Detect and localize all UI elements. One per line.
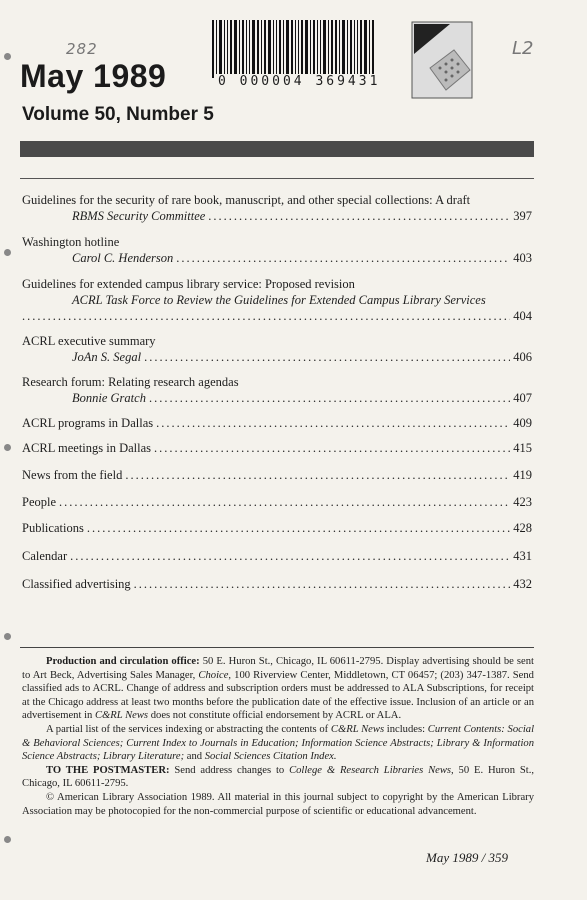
header-rule-bar bbox=[20, 141, 534, 157]
barcode-bar bbox=[212, 20, 214, 78]
barcode-bar bbox=[364, 20, 367, 78]
toc-entry-author: ACRL Task Force to Review the Guidelines for Extended Campus Library Services bbox=[72, 293, 486, 307]
punch-hole bbox=[4, 249, 11, 256]
copyright-paragraph: © American Library Association 1989. All material in this journal subject to copyright by the American Library Association may be photocopied for the non-commercial purpose of scientific or educational advancement. bbox=[22, 791, 534, 817]
barcode-bar bbox=[342, 20, 345, 78]
barcode-bar bbox=[257, 20, 259, 78]
barcode-bar bbox=[357, 20, 358, 78]
production-label: Production and circulation office: bbox=[46, 656, 200, 667]
toc-entry-page: 403 bbox=[513, 251, 532, 265]
toc-entry bbox=[22, 467, 532, 483]
barcode-bar bbox=[320, 20, 321, 78]
choice-name: Choice, bbox=[198, 669, 232, 681]
toc-entry-author: Bonnie Gratch bbox=[72, 391, 146, 405]
barcode-bar bbox=[331, 20, 333, 78]
crl-news-name: C&RL News bbox=[330, 723, 385, 735]
barcode-bar bbox=[219, 20, 222, 78]
barcode-bar bbox=[230, 20, 232, 78]
toc-entry-page: 407 bbox=[513, 391, 532, 405]
barcode-bar bbox=[286, 20, 289, 78]
security-tag-icon bbox=[410, 20, 474, 100]
issue-date-heading: May 1989 bbox=[20, 58, 167, 94]
postmaster-label: TO THE POSTMASTER: bbox=[46, 764, 170, 776]
indexing-text: A partial list of the services indexing or abstracting the contents of bbox=[46, 723, 329, 735]
punch-hole bbox=[4, 633, 11, 640]
toc-entry bbox=[22, 576, 532, 592]
barcode-bar bbox=[347, 20, 348, 78]
barcode-digits: 0 000004 369431 bbox=[218, 74, 381, 89]
barcode-bar bbox=[216, 20, 217, 78]
toc-entry-page: 397 bbox=[513, 209, 532, 223]
barcode-bar bbox=[252, 20, 255, 78]
barcode-bar bbox=[301, 20, 303, 78]
index-last: Social Sciences Citation Index. bbox=[204, 751, 337, 763]
barcode-bar bbox=[291, 20, 293, 78]
indexing-text-2: includes: bbox=[386, 723, 426, 735]
toc-entry-title: Guidelines for extended campus library service: Proposed revision bbox=[22, 277, 355, 291]
barcode-bar bbox=[354, 20, 355, 78]
toc-entry-title: Guidelines for the security of rare book, manuscript, and other special collections: A draft bbox=[22, 193, 471, 207]
toc-entry bbox=[22, 440, 532, 456]
toc-entry bbox=[22, 548, 532, 564]
toc-entry-page: 431 bbox=[513, 549, 532, 563]
postmaster-text: Send address changes to bbox=[174, 764, 285, 776]
toc-divider bbox=[20, 178, 534, 179]
barcode-bar bbox=[350, 20, 352, 78]
footer-divider bbox=[20, 647, 534, 648]
barcode-bar bbox=[279, 20, 281, 78]
journal-name: College & Research Libraries News, bbox=[289, 764, 454, 776]
barcode-bar bbox=[298, 20, 299, 78]
production-text-2: 100 Riverview Center, Middletown, CT 06457; (203) 347-1387. Send classified ads to ACRL. Change of address and subscription orders must be addressed to ALA Subscriptions, for receipt at the Chicago address at least two months before the publication date of the effective issue. Inclusion of an article or an advertisement in bbox=[22, 669, 534, 722]
toc-entry bbox=[22, 494, 532, 510]
punch-hole bbox=[4, 836, 11, 843]
indexing-paragraph bbox=[22, 723, 534, 764]
crl-news-name: C&RL News bbox=[94, 710, 149, 722]
toc-entry-page: 419 bbox=[513, 468, 532, 482]
barcode-bar bbox=[224, 20, 225, 78]
production-text-3: does not constitute official endorsement by ACRL or ALA. bbox=[150, 710, 402, 722]
barcode-bar bbox=[276, 20, 277, 78]
barcode-bar bbox=[283, 20, 284, 78]
toc-entry-title: News from the field bbox=[22, 468, 123, 482]
barcode-bar bbox=[295, 20, 296, 78]
barcode-bars bbox=[212, 20, 407, 78]
barcode-bar bbox=[372, 20, 374, 78]
barcode-bar bbox=[227, 20, 228, 78]
barcode-bar bbox=[264, 20, 266, 78]
barcode-bar bbox=[273, 20, 274, 78]
toc-entry-title: Publications bbox=[22, 521, 84, 535]
volume-number: Volume 50, Number 5 bbox=[22, 104, 214, 125]
barcode-bar bbox=[328, 20, 329, 78]
toc-entry bbox=[22, 234, 532, 266]
toc-entry-title: Classified advertising bbox=[22, 577, 131, 591]
barcode bbox=[212, 20, 407, 88]
toc-entry-page: 423 bbox=[513, 495, 532, 509]
barcode-bar bbox=[234, 20, 237, 78]
barcode-bar bbox=[313, 20, 315, 78]
barcode-bar bbox=[261, 20, 262, 78]
barcode-bar bbox=[310, 20, 311, 78]
toc-entry-title: ACRL programs in Dallas bbox=[22, 416, 154, 430]
toc-entry-page: 432 bbox=[513, 577, 532, 591]
punch-hole bbox=[4, 53, 11, 60]
barcode-bar bbox=[239, 20, 240, 78]
toc-entry-title: Washington hotline bbox=[22, 235, 120, 249]
toc-entry bbox=[22, 415, 532, 431]
index-list: Current Contents: Social & Behavioral Sciences; Current Index to Journals in Education; Information Science Abstracts; Library & Information Science Abstracts; Library Literature; bbox=[22, 723, 535, 763]
indexing-and: and bbox=[186, 751, 203, 763]
toc-entry-title: Research forum: Relating research agendas bbox=[22, 375, 239, 389]
postmaster-address: 50 E. Huron St., Chicago, IL 60611-2795. bbox=[22, 764, 534, 790]
punch-hole bbox=[4, 444, 11, 451]
toc-entry-author: Carol C. Henderson bbox=[72, 251, 174, 265]
toc-entry-page: 404 bbox=[513, 309, 532, 323]
barcode-bar bbox=[268, 20, 271, 78]
barcode-bar bbox=[317, 20, 318, 78]
toc-entry-page: 415 bbox=[513, 441, 532, 455]
barcode-bar bbox=[323, 20, 326, 78]
handwritten-mark: L2 bbox=[512, 38, 534, 59]
toc-entry-title: ACRL executive summary bbox=[22, 334, 156, 348]
toc-entry-author: JoAn S. Segal bbox=[72, 350, 142, 364]
barcode-bar bbox=[339, 20, 340, 78]
barcode-bar bbox=[335, 20, 337, 78]
toc-entry bbox=[22, 276, 532, 324]
toc-entry bbox=[22, 333, 532, 365]
toc-entry-page: 409 bbox=[513, 416, 532, 430]
toc-entry-page: 406 bbox=[513, 350, 532, 364]
production-paragraph bbox=[22, 655, 534, 723]
toc-entry-title: Calendar bbox=[22, 549, 68, 563]
barcode-bar bbox=[242, 20, 244, 78]
publication-info bbox=[22, 655, 534, 818]
barcode-bar bbox=[249, 20, 250, 78]
toc-entry bbox=[22, 192, 532, 224]
toc-entry bbox=[22, 374, 532, 406]
production-text: 50 E. Huron St., Chicago, IL 60611-2795. Display advertising should be sent to Art Beck, Advertising Sales Manager, bbox=[22, 656, 535, 681]
toc-entry-title: ACRL meetings in Dallas bbox=[22, 441, 152, 455]
toc-entry-page: 428 bbox=[513, 521, 532, 535]
postmaster-paragraph bbox=[22, 764, 534, 791]
toc-entry bbox=[22, 520, 532, 536]
page-footer: May 1989 / 359 bbox=[426, 850, 508, 865]
barcode-bar bbox=[369, 20, 370, 78]
toc-entry-author: RBMS Security Committee bbox=[72, 209, 206, 223]
barcode-bar bbox=[246, 20, 247, 78]
handwritten-number: 282 bbox=[66, 40, 98, 58]
barcode-bar bbox=[305, 20, 308, 78]
barcode-bar bbox=[360, 20, 362, 78]
toc-entry-title: People bbox=[22, 495, 57, 509]
